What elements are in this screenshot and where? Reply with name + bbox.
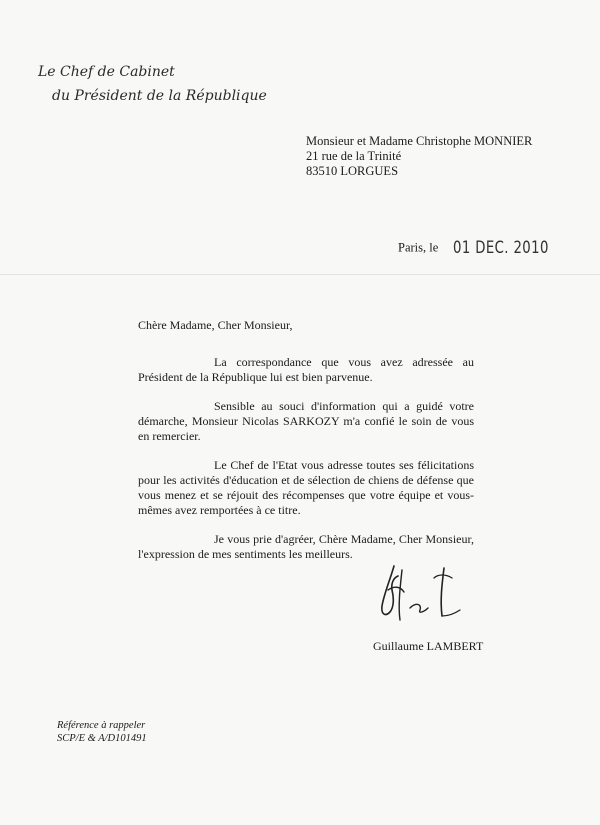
paragraph-2: Sensible au souci d'information qui a guidé votre démarche, Monsieur Nicolas SARKOZY m'a confié le soin de vous en remercier. xyxy=(138,399,474,443)
signer-name: Guillaume LAMBERT xyxy=(373,639,484,653)
letterhead xyxy=(38,60,268,108)
handwritten-signature xyxy=(372,560,468,632)
reference-code: SCP/E & A/D101491 xyxy=(57,733,147,744)
date-place: Paris, le xyxy=(398,240,439,255)
salutation: Chère Madame, Cher Monsieur, xyxy=(138,318,293,332)
reference-block xyxy=(57,719,147,745)
recipient-address xyxy=(306,134,532,179)
recipient-city: 83510 LORGUES xyxy=(306,164,399,178)
letter-body xyxy=(138,318,474,576)
date-stamp: 01 DEC. 2010 xyxy=(453,238,550,258)
paragraph-3: Le Chef de l'Etat vous adresse toutes ses félicitations pour les activités d'éducation et de sélection de chiens de défense que vous menez et se réjouit des récompenses que votre équipe et vous-mêmes avez remportées à ce titre. xyxy=(138,458,474,517)
recipient-name: Monsieur et Madame Christophe MONNIER xyxy=(306,134,533,148)
paragraph-1: La correspondance que vous avez adressée au Président de la République lui est bien parvenue. xyxy=(138,355,474,384)
page-fold-line xyxy=(0,274,600,275)
paragraph-4: Je vous prie d'agréer, Chère Madame, Cher Monsieur, l'expression de mes sentiments les meilleurs. xyxy=(138,532,474,561)
recipient-street: 21 rue de la Trinité xyxy=(306,149,402,163)
letterhead-line-2: du Président de la République xyxy=(52,88,267,104)
reference-label: Référence à rappeler xyxy=(57,720,146,731)
letterhead-line-1: Le Chef de Cabinet xyxy=(38,64,175,80)
date-line xyxy=(398,238,576,258)
